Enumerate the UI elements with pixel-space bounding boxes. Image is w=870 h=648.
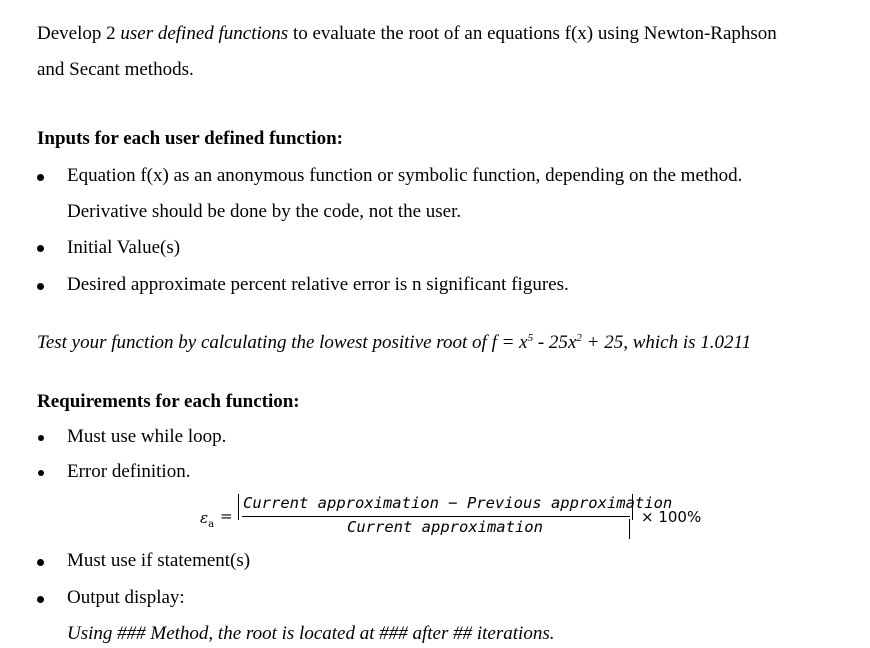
bullet (38, 435, 44, 441)
formula-equals: = (220, 507, 233, 525)
test-x1: x (519, 332, 528, 353)
requirements-heading: Requirements for each function: (37, 391, 300, 412)
list-item: Error definition. (67, 461, 191, 482)
test-mid: - 25 (533, 332, 568, 353)
bullet (37, 559, 44, 566)
intro-line-2: and Secant methods. (37, 59, 194, 80)
abs-bar-left (238, 494, 239, 520)
list-item: Desired approximate percent relative error is n significant figures. (67, 274, 569, 295)
epsilon-symbol: ε (200, 509, 209, 527)
intro-post: to evaluate the root of an equations f(x) using Newton-Raphson (288, 23, 777, 44)
inputs-heading: Inputs for each user defined function: (37, 128, 343, 149)
list-item: Output display: (67, 587, 185, 608)
output-example: Using ### Method, the root is located at ### after ## iterations. (67, 623, 555, 644)
list-item: Equation f(x) as an anonymous function or symbolic function, depending on the method. (67, 165, 743, 186)
list-item: Initial Value(s) (67, 237, 181, 258)
abs-bar-right-lower (629, 519, 630, 539)
test-statement (37, 332, 751, 354)
test-text: Test your function by calculating the lowest positive root of (37, 332, 492, 353)
bullet (38, 470, 44, 476)
intro-pre: Develop 2 (37, 23, 121, 44)
bullet (37, 283, 44, 290)
test-exp2: 2 (576, 332, 582, 344)
list-item-continuation: Derivative should be done by the code, not the user. (67, 201, 462, 222)
intro-italic: user defined functions (120, 23, 289, 44)
list-item: Must use while loop. (67, 426, 227, 447)
epsilon-subscript: a (208, 519, 215, 530)
test-exp1: 5 (527, 332, 534, 344)
test-equals: = (496, 332, 520, 353)
formula-numerator: Current approximation − Previous approximation (243, 494, 673, 512)
formula-lhs (200, 509, 214, 530)
fraction-bar (242, 516, 630, 517)
bullet (37, 245, 44, 252)
test-f: f (491, 332, 497, 353)
bullet (37, 174, 44, 181)
test-x2: x (567, 332, 577, 353)
list-item: Must use if statement(s) (67, 550, 251, 571)
formula-times: × 100% (641, 508, 702, 526)
formula-denominator: Current approximation (347, 518, 543, 536)
intro-line-1 (37, 23, 777, 45)
bullet (37, 596, 44, 603)
test-tail: + 25, which is 1.0211 (581, 332, 752, 353)
